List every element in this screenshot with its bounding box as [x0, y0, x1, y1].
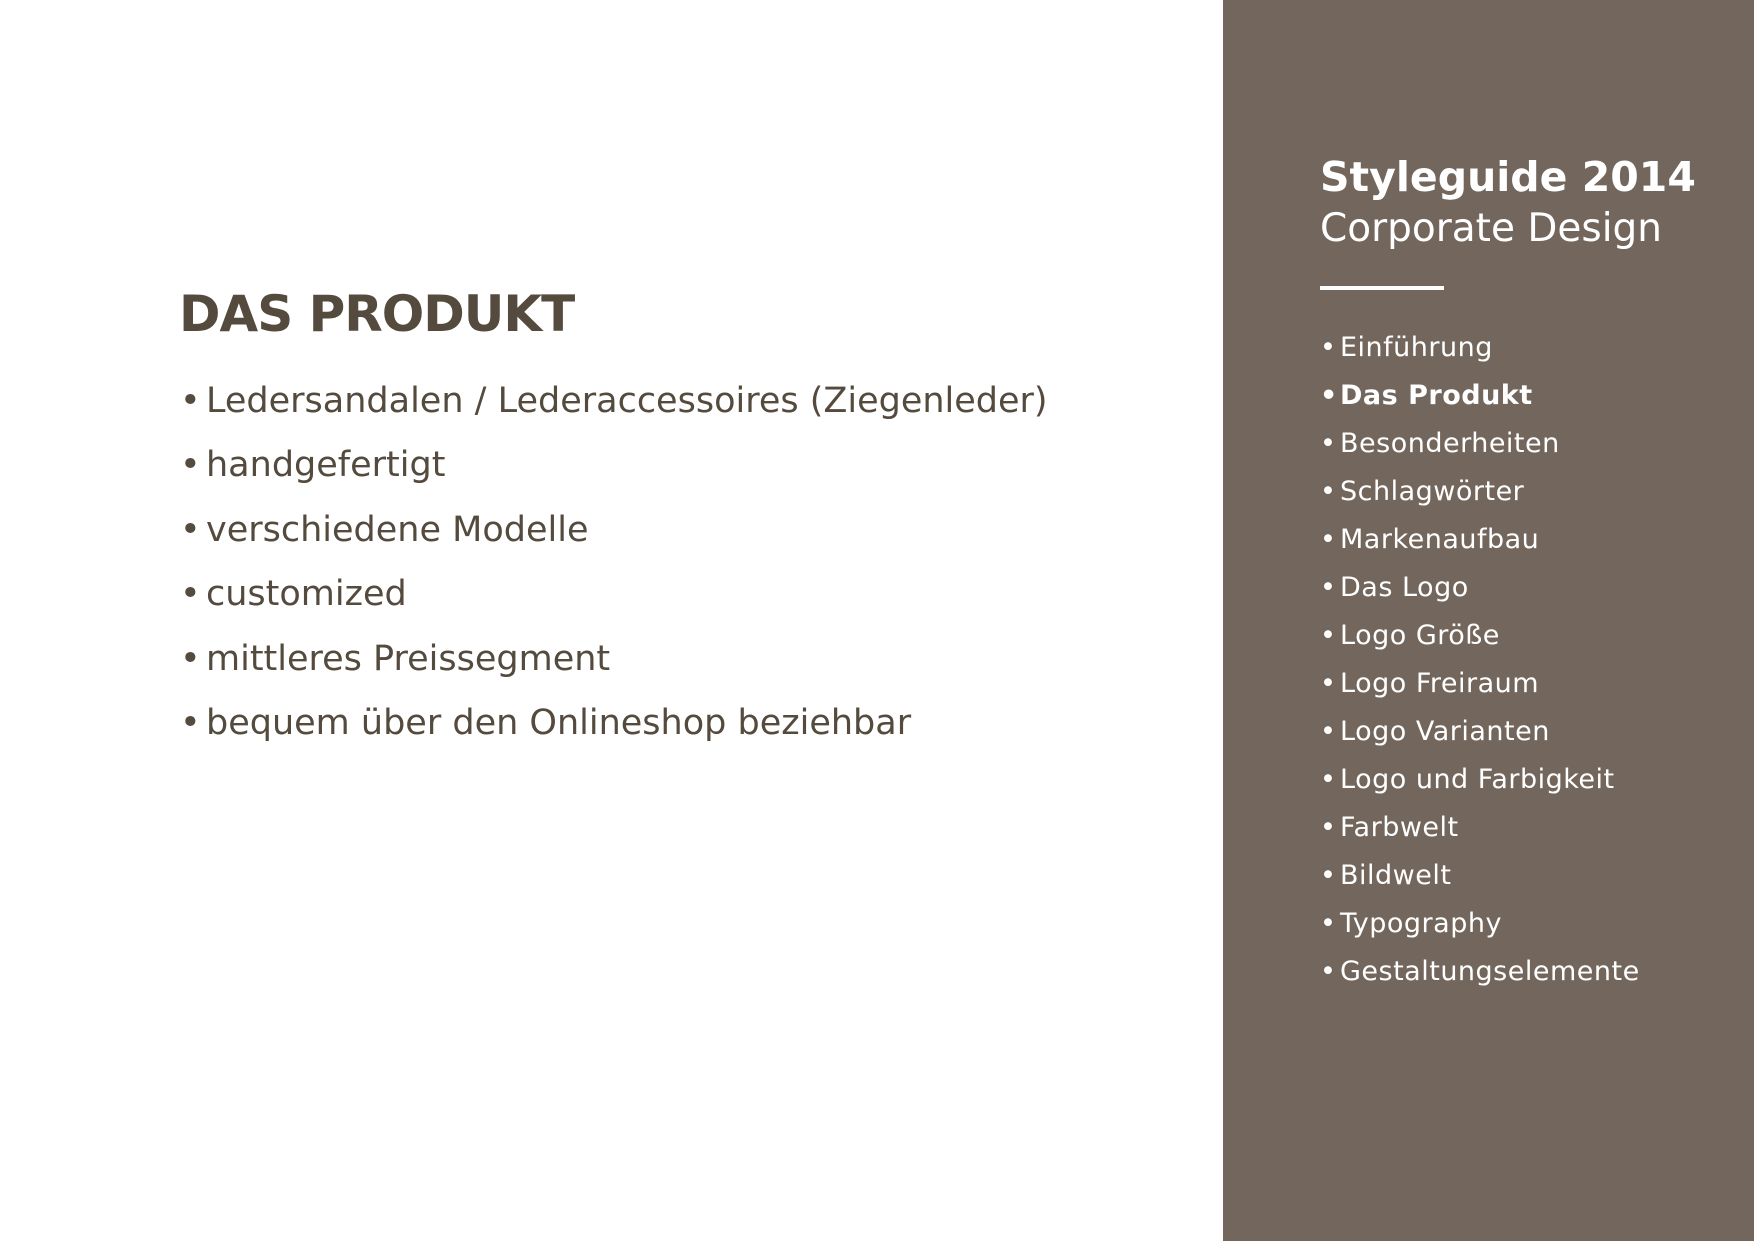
- bullet-icon: •: [1320, 668, 1337, 699]
- bullet-icon: •: [1320, 812, 1337, 843]
- product-feature-item: [180, 691, 1048, 755]
- nav-item-label: Gestaltungselemente: [1340, 956, 1640, 987]
- nav-item-das-logo[interactable]: [1320, 564, 1640, 612]
- nav-item-logo-freiraum[interactable]: [1320, 660, 1640, 708]
- product-feature-item: [180, 562, 1048, 626]
- nav-item-label: Typography: [1340, 908, 1502, 939]
- product-feature-label: verschiedene Modelle: [206, 509, 589, 550]
- bullet-icon: •: [180, 638, 201, 679]
- bullet-icon: •: [180, 703, 201, 744]
- nav-item-farbwelt[interactable]: [1320, 804, 1640, 852]
- bullet-icon: •: [1320, 524, 1337, 555]
- sidebar-title: Styleguide 2014: [1320, 153, 1696, 201]
- bullet-icon: •: [1320, 716, 1337, 747]
- bullet-icon: •: [1320, 764, 1337, 795]
- bullet-icon: •: [180, 574, 201, 615]
- sidebar-nav: [1320, 324, 1640, 996]
- nav-item-label: Bildwelt: [1340, 860, 1452, 891]
- nav-item-das-produkt[interactable]: [1320, 372, 1640, 420]
- bullet-icon: •: [1320, 620, 1337, 651]
- nav-item-markenaufbau[interactable]: [1320, 516, 1640, 564]
- bullet-icon: •: [180, 381, 201, 421]
- nav-item-label: Logo Größe: [1340, 620, 1500, 651]
- product-feature-item: [180, 498, 1048, 562]
- nav-item-gestaltungselemente[interactable]: [1320, 948, 1640, 996]
- nav-item-label: Einführung: [1340, 332, 1493, 363]
- product-feature-item: [180, 627, 1048, 691]
- sidebar-divider: [1320, 286, 1444, 290]
- bullet-icon: •: [1320, 428, 1337, 459]
- product-feature-label: mittleres Preissegment: [206, 638, 611, 679]
- nav-item-label: Das Produkt: [1340, 380, 1533, 411]
- bullet-icon: •: [1320, 572, 1337, 603]
- nav-item-bildwelt[interactable]: [1320, 852, 1640, 900]
- page-title: DAS PRODUKT: [179, 285, 575, 343]
- nav-item-besonderheiten[interactable]: [1320, 420, 1640, 468]
- nav-item-label: Logo Freiraum: [1340, 668, 1540, 699]
- nav-item-label: Besonderheiten: [1340, 428, 1560, 459]
- bullet-icon: •: [1320, 956, 1337, 987]
- product-feature-item: [180, 433, 1048, 497]
- nav-item-label: Das Logo: [1340, 572, 1469, 603]
- bullet-icon: •: [1320, 332, 1337, 363]
- nav-item-logo-varianten[interactable]: [1320, 708, 1640, 756]
- nav-item-label: Logo Varianten: [1340, 716, 1550, 747]
- nav-item-label: Markenaufbau: [1340, 524, 1540, 555]
- nav-item-label: Logo und Farbigkeit: [1340, 764, 1615, 795]
- nav-item-einfuehrung[interactable]: [1320, 324, 1640, 372]
- bullet-icon: •: [1320, 908, 1337, 939]
- nav-item-logo-und-farbigkeit[interactable]: [1320, 756, 1640, 804]
- product-feature-label: handgefertigt: [206, 445, 446, 486]
- sidebar: [1223, 0, 1754, 1241]
- nav-item-schlagwoerter[interactable]: [1320, 468, 1640, 516]
- bullet-icon: •: [1320, 476, 1337, 507]
- bullet-icon: •: [1320, 380, 1338, 411]
- product-feature-label: bequem über den Onlineshop beziehbar: [206, 703, 912, 744]
- bullet-icon: •: [1320, 860, 1337, 891]
- product-feature-list: [180, 369, 1048, 755]
- product-feature-label: customized: [206, 574, 407, 615]
- bullet-icon: •: [180, 509, 201, 550]
- nav-item-label: Schlagwörter: [1340, 476, 1525, 507]
- product-feature-item: [180, 369, 1048, 433]
- sidebar-subtitle: Corporate Design: [1320, 206, 1663, 251]
- product-feature-label: Ledersandalen / Lederaccessoires (Ziegenleder): [206, 381, 1048, 421]
- bullet-icon: •: [180, 445, 201, 486]
- nav-item-logo-groesse[interactable]: [1320, 612, 1640, 660]
- nav-item-label: Farbwelt: [1340, 812, 1459, 843]
- nav-item-typography[interactable]: [1320, 900, 1640, 948]
